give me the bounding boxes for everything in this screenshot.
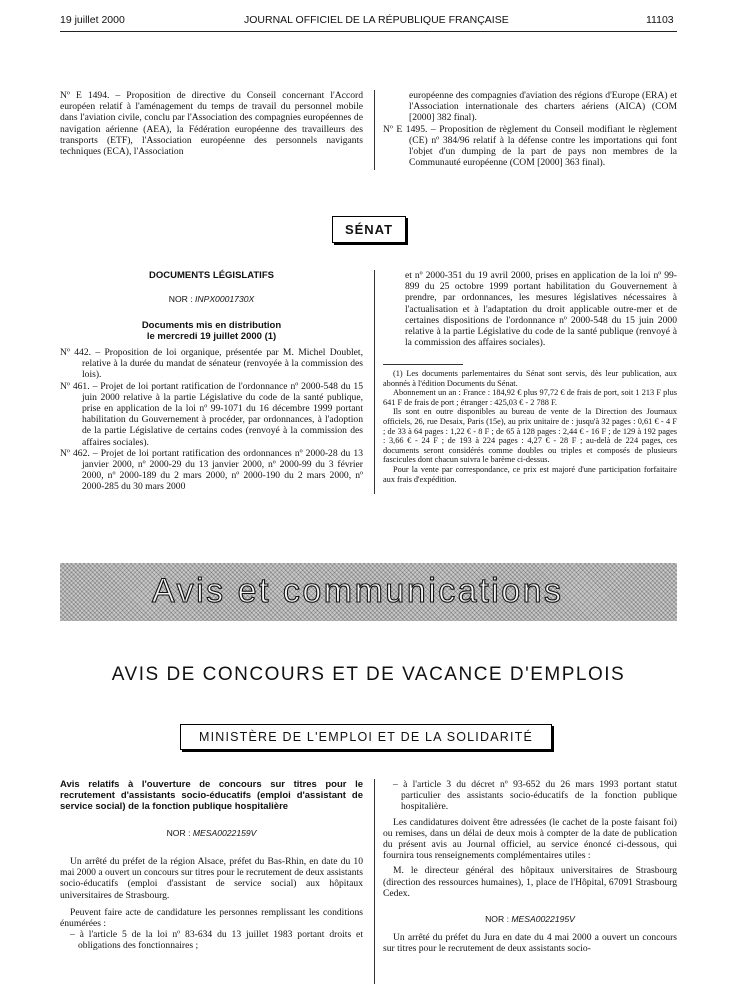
item-e1494: Nº E 1494. – Proposition de directive du Conseil concernant l'Accord européen relatif à l'aménagement du temps de travail du personnel mobile dans l'aviation civile, conclu par l'Association des compagnies européennes de navigation aérienne (AEA), la Fédération européenne des travailleurs des transports (ETF), l'Association européenne des personnels navigants techniques (ECA), l'Association	[60, 90, 363, 158]
banner-title: Avis et communications	[152, 572, 564, 610]
footnote-1: (1) Les documents parlementaires du Sénat sont servis, dès leur publication, aux abonnés à l'édition Documents du Sénat.	[383, 369, 677, 388]
column-divider	[374, 270, 375, 494]
avis-right-1: – à l'article 3 du décret nº 93-652 du 26 mars 1993 portant statut particulier des assistants socio-éducatifs de la fonction publique hospitalière.	[393, 779, 677, 813]
footnote-rule	[383, 364, 463, 365]
documents-legislatifs-title: DOCUMENTS LÉGISLATIFS	[149, 270, 274, 281]
journal-title: JOURNAL OFFICIEL DE LA RÉPUBLIQUE FRANÇAISE	[244, 14, 509, 26]
ministry-heading: MINISTÈRE DE L'EMPLOI ET DE LA SOLIDARITÉ	[180, 724, 552, 750]
avis-banner	[60, 563, 677, 621]
page-number: 11103	[646, 14, 674, 26]
header-rule	[60, 31, 677, 32]
footnote-2: Abonnement un an : France : 184,92 € plus 97,72 € de frais de port, soit 1 213 F plus 641 F de frais de port ; étranger : 425,03 € - 2 788 F.	[383, 388, 677, 407]
avis-nor-1: NOR : MESA0022159V	[166, 828, 257, 838]
senat-item-442: Nº 442. – Proposition de loi organique, présentée par M. Michel Doublet, relative à la durée du mandat de sénateur (renvoyée à la commission des lois).	[60, 347, 363, 381]
footnotes	[383, 369, 677, 484]
avis-nor-2: NOR : MESA0022195V	[485, 914, 575, 924]
senat-item-462-cont: et nº 2000-351 du 19 avril 2000, prises en application de la loi nº 99-899 du 25 octobre 1999 portant habilitation du Gouvernement à prendre, par ordonnances, les mesures législatives nécessaires à l'actualisation et à l'adaptation du droit applicable outre-mer et de certaines dispositions de l'ordonnance nº 2000-548 du 15 juin 2000 relative à la partie Législative du code de la santé publique (renvoyé à la commission des affaires sociales).	[405, 270, 677, 349]
column-divider	[374, 90, 375, 170]
header-date: 19 juillet 2000	[60, 14, 125, 26]
avis-right-body	[383, 779, 677, 899]
avis-right-4: Un arrêté du préfet du Jura en date du 4 mai 2000 a ouvert un concours sur titres pour le recrutement de deux assistants socio-	[383, 932, 677, 955]
avis-paragraph-1: Un arrêté du préfet de la région Alsace, préfet du Bas-Rhin, en date du 10 mai 2000 a ouvert un concours sur titres pour le recrutement de deux assistants socio-éducatifs (emploi d'assistant de service social) aux hôpitaux universitaires de Strasbourg.	[60, 856, 363, 901]
section-title: AVIS DE CONCOURS ET DE VACANCE D'EMPLOIS	[111, 664, 626, 685]
nor-reference: NOR : INPX0001730X	[168, 294, 255, 304]
avis-paragraph-2: Peuvent faire acte de candidature les personnes remplissant les conditions énumérées :	[60, 906, 363, 930]
avis-paragraph-3: – à l'article 5 de la loi nº 83-634 du 13 juillet 1983 portant droits et obligations des fonctionnaires ;	[70, 929, 363, 952]
avis-right-3: M. le directeur général des hôpitaux universitaires de Strasbourg (direction des ressources humaines), 1, place de l'Hôpital, 67091 Strasbourg Cedex.	[383, 865, 677, 899]
senat-items	[60, 347, 363, 493]
avis-right-2: Les candidatures doivent être adressées (le cachet de la poste faisant foi) ou remises, dans un délai de deux mois à compter de la date de publication du présent avis au Journal officiel, au service énoncé ci-dessous, qui fournira tous renseignements complémentaires utiles :	[383, 816, 677, 862]
distribution-title: Documents mis en distribution le mercredi 19 juillet 2000 (1)	[141, 320, 282, 342]
avis-left-body	[60, 856, 363, 952]
item-e1494-cont: européenne des compagnies d'aviation des régions d'Europe (ERA) et l'Association internationale des charters aériens (AICA) (COM [2000] 382 final). Nº E 1495. – Proposition de règlement du Conseil modifiant le règlement (CE) nº 384/96 relatif à la défense contre les importations qui font l'objet d'un dumping de la part de pays non membres de la Communauté européenne (COM [2000] 363 final).	[383, 90, 677, 169]
senat-item-462: Nº 462. – Projet de loi portant ratification des ordonnances nº 2000-28 du 13 janvier 2000, nº 2000-29 du 13 janvier 2000, nº 2000-99 du 3 février 2000, nº 2000-189 du 2 mars 2000, nº 2000-190 du 2 mars 2000, nº 2000-285 du 30 mars 2000	[60, 447, 363, 493]
avis-right-4-wrap	[383, 932, 677, 954]
avis-title: Avis relatifs à l'ouverture de concours sur titres pour le recrutement d'assistants socio-éducatifs (emploi d'assistant de service social) de la fonction publique hospitalière	[60, 779, 363, 812]
footnote-3: Ils sont en outre disponibles au bureau de vente de la Direction des Journaux officiels, 26, rue Desaix, Paris (15e), au prix unitaire de : jusqu'à 32 pages : 0,61 € - 4 F ; de 33 à 64 pages : 1,22 € - 8 F ; de 65 à 128 pages : 2,44 € - 16 F ; de 129 à 192 pages : 3,66 € - 24 F ; de 193 à 224 pages : 4,27 € - 28 F ; au-delà de 224 pages, ces documents seront considérés comme doubles ou triples et composés de plusieurs fascicules dont chacun suivra le barème ci-dessus.	[383, 407, 677, 465]
senat-item-461: Nº 461. – Projet de loi portant ratification de l'ordonnance nº 2000-548 du 15 juin 2000 relative à la partie Législative du code de la santé publique, prise en application de la loi nº 99-1071 du 16 décembre 1999 portant habilitation du Gouvernement à procéder, par ordonnances, à l'adoption de la partie Législative de certains codes (renvoyé à la commission des affaires sociales).	[60, 380, 363, 448]
senat-heading: SÉNAT	[332, 216, 406, 243]
footnote-4: Pour la vente par correspondance, ce prix est majoré d'une participation forfaitaire aux frais d'expédition.	[383, 464, 677, 484]
column-divider	[374, 779, 375, 984]
